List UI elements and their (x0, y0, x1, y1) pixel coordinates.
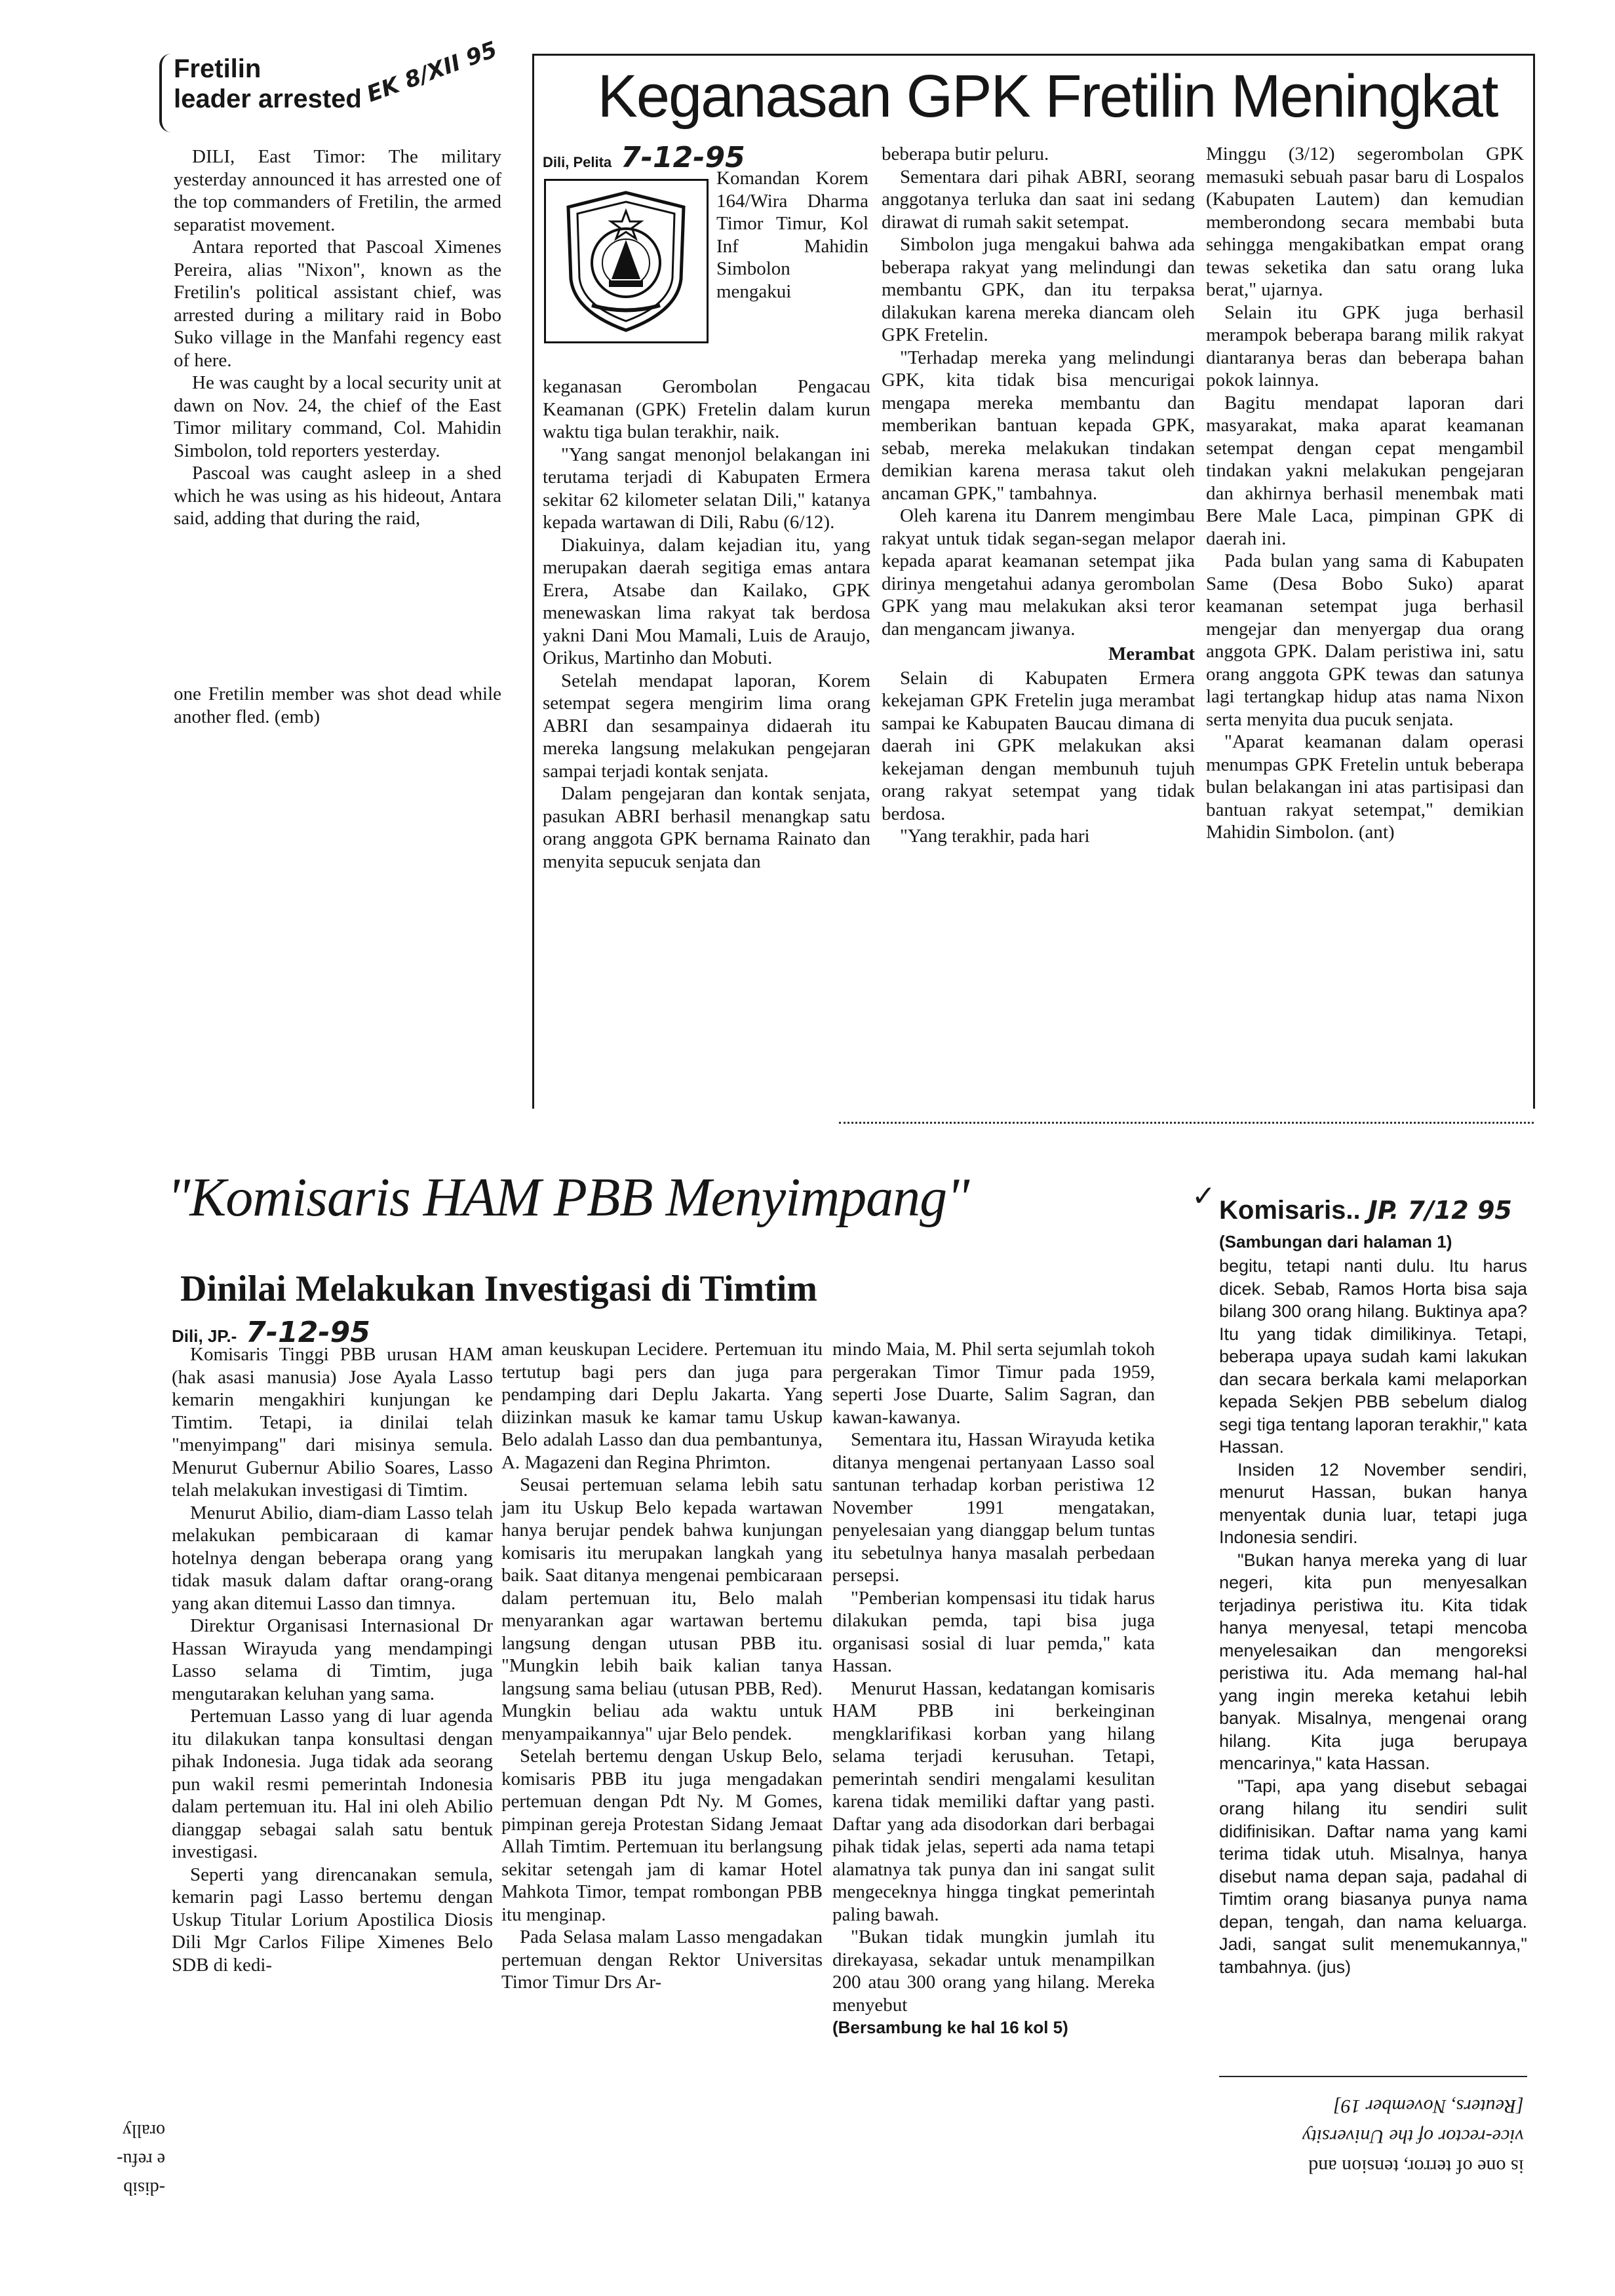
komisaris-paragraph: Komisaris Tinggi PBB urusan HAM (hak asasi manusia) Jose Ayala Lasso kemarin mengakhiri kunjungan ke Timtim. Tetapi, ia dinilai telah "menyimpang" dari misinya semula. Menurut Gubernur Abilio Soares, Lasso telah melakukan investigasi di Timtim. (172, 1344, 493, 1501)
keganasan-handwritten-date: 7-12-95 (621, 141, 745, 174)
left-bottom-fragment-2: e refu- (117, 2149, 165, 2170)
keganasan-paragraph: "Aparat keamanan dalam operasi menumpas GPK Fretelin untuk beberapa bulan belakangan ini atas partisipasi dan bantuan rakyat setempat," demikian Mahidin Simbolon. (ant) (1206, 731, 1524, 843)
keganasan-paragraph: Selain itu GPK juga berhasil merampok beberapa barang milik rakyat diantaranya beras dan beberapa bahan pokok lainnya. (1206, 301, 1524, 391)
keganasan-paragraph: Minggu (3/12) segerombolan GPK memasuki sebuah pasar baru di Lospalos (Kabupaten Lautem) dan kemudian memberondong secara membabi buta sehingga mengakibatkan empat orang tewas seketika dan satu orang luka berat," ujarnya. (1206, 144, 1524, 300)
fretilin-handwritten-note: EK 8/XII 95 (363, 36, 501, 108)
keganasan-paragraph: Diakuinya, dalam kejadian itu, yang merupakan daerah segitiga emas antara Erera, Atsabe dan Kailako, GPK menewaskan lima rakyat tak berdosa yakni Dani Mou Mamali, Luis de Araujo, Orikus, Martinho dan Mobuti. (543, 534, 870, 668)
keganasan-paragraph: Oleh karena itu Danrem mengimbau rakyat untuk tidak segan-segan melapor kepada aparat keamanan setempat jika dirinya mengetahui adanya gerombolan GPK yang mau melakukan aksi teror dan mengancam jiwanya. (882, 505, 1195, 640)
komisaris-checkmark: ✓ (1192, 1179, 1216, 1213)
komisaris-continuation-note: (Bersambung ke hal 16 kol 5) (832, 2018, 1068, 2037)
komisaris-paragraph: mindo Maia, M. Phil serta sejumlah tokoh pergerakan Timor Timur pada 1959, seperti Jose Duarte, Salim Sagran, dan kawan-kawanya. (832, 1339, 1155, 1428)
keganasan-dateline: Dili, Pelita (543, 154, 612, 170)
komisaris-cont-paragraph: "Bukan hanya mereka yang di luar negeri, kita pun menyesalkan terjadinya peristiwa itu. Kita tidak hanya menyesal, tetapi mencoba menyelesaikan dan mengoreksi peristiwa itu. Ada memang hal-hal yang ingin mereka ketahui lebih banyak. Misalnya, mengenai orang hilang. Kita juga berupaya mencarinya," kata Hassan. (1219, 1550, 1527, 1773)
korem-emblem-icon (546, 181, 707, 341)
fretilin-headline-line1: Fretilin (174, 54, 262, 83)
komisaris-cont-column (1219, 1196, 1527, 1978)
keganasan-column-3 (1206, 143, 1524, 844)
komisaris-paragraph: Seperti yang direncanakan semula, kemarin pagi Lasso bertemu dengan Uskup Titular Lorium Apostilica Diosis Dili Mgr Carlos Filipe Ximenes Belo SDB di kedi- (172, 1864, 493, 1976)
komisaris-cont-body (1219, 1255, 1527, 1978)
keganasan-headline: Keganasan GPK Fretilin Meningkat (597, 63, 1498, 130)
keganasan-paragraph: "Yang sangat menonjol belakangan ini terutama terjadi di Kabupaten Ermera sekitar 62 kilometer selatan Dili," katanya kepada wartawan di Dili, Rabu (6/12). (543, 444, 870, 533)
keganasan-paragraph: "Yang terakhir, pada hari (900, 826, 1090, 847)
komisaris-paragraph: "Bukan tidak mungkin jumlah itu direkayasa, sekadar untuk menampilkan 200 atau 300 orang yang hilang. Mereka menyebut (832, 1926, 1155, 2016)
komisaris-paragraph: Sementara itu, Hassan Wirayuda ketika ditanya mengenai pertanyaan Lasso soal santunan terhadap korban peristiwa 12 November 1991 mengatakan, penyelesaian yang dianggap belum tuntas itu sebetulnya hanya masalah perbedaan persepsi. (832, 1429, 1155, 1586)
keganasan-column-1 (543, 141, 870, 873)
komisaris-paragraph: aman keuskupan Lecidere. Pertemuan itu tertutup bagi pers dan juga para pendamping dari Deplu Jakarta. Yang diizinkan masuk ke kamar tamu Uskup Belo adalah Lasso dan dua pembantunya, A. Magazeni dan Regina Phrimton. (501, 1339, 823, 1473)
komisaris-paragraph: Setelah bertemu dengan Uskup Belo, komisaris PBB itu juga mengadakan pertemuan dengan Pdt Ny. M Gomes, pimpinan gereja Protestan Sidang Jemaat Allah Timtim. Pertemuan itu berlangsung sekitar setengah jam di kamar Hotel Mahkota Timor, tempat rombongan PBB itu menginap. (501, 1746, 823, 1925)
komisaris-cont-heading-row (1219, 1196, 1527, 1231)
left-bottom-fragment-1: orally (122, 2120, 165, 2141)
komisaris-column-3 (832, 1338, 1155, 2039)
komisaris-paragraph: Pada Selasa malam Lasso mengadakan pertemuan dengan Rektor Universitas Timor Timur Drs Ar- (501, 1926, 823, 1993)
komisaris-cont-from-note: (Sambungan dari halaman 1) (1219, 1232, 1452, 1252)
keganasan-paragraph: Sementara dari pihak ABRI, seorang anggotanya terluka dan saat ini sedang dirawat di rumah sakit setempat. (882, 166, 1195, 233)
komisaris-cont-paragraph: begitu, tetapi nanti dulu. Itu harus dicek. Sebab, Ramos Horta bisa saja bilang 300 orang hilang. Buktinya apa? Itu yang tidak dimilikinya. Tetapi, beberapa upaya sudah kami lakukan dan secara berkala kami melaporkan kepada Sekjen PBB sebelum dialog segi tiga tentang laporan terakhir," kata Hassan. (1219, 1256, 1527, 1457)
fretilin-headline-line2: leader arrested (174, 85, 362, 113)
keganasan-dateline-row (543, 141, 870, 174)
fretilin-paragraph-end: one Fretilin member was shot dead while another fled. (emb) (174, 683, 501, 727)
keganasan-box-left-border (532, 54, 534, 1109)
upside-down-fragment-2: [Reuters, November 19] (1333, 2095, 1524, 2117)
fretilin-article (167, 36, 508, 747)
keganasan-beside-emblem: Komandan Korem 164/Wira Dharma Timor Timur, Kol Inf Mahidin Simbolon mengakui (716, 168, 868, 302)
keganasan-paragraph: Selain di Kabupaten Ermera kekejaman GPK Fretelin juga merambat sampai ke Kabupaten Baucau dimana di daerah ini GPK melakukan aksi kekejaman dengan membunuh tujuh orang rakyat setempat yang tidak berdosa. (882, 667, 1195, 824)
komisaris-dateline-row (172, 1316, 493, 1349)
keganasan-box-bottom-border (839, 1122, 1534, 1124)
komisaris-paragraph: Pertemuan Lasso yang di luar agenda itu dilakukan tanpa konsultasi dengan pihak Indonesia. Juga tidak ada seorang pun wakil resmi pemerintah Indonesia dalam pertemuan itu. Hal ini oleh Abilio dianggap sebagai salah satu bentuk investigasi. (172, 1706, 493, 1862)
komisaris-paragraph: Menurut Abilio, diam-diam Lasso telah melakukan pembicaraan di kamar hotelnya dengan beberapa orang yang tidak masuk dalam daftar orang-orang yang akan ditemui Lasso dan timnya. (172, 1502, 493, 1614)
komisaris-cont-bottom-rule (1219, 2076, 1527, 2077)
keganasan-paragraph: "Terhadap mereka yang melindungi GPK, kita tidak bisa mencurigai mengapa mereka membantu dan memberikan bantuan kepada GPK, sebab, mereka melakukan tindakan demikian karena merasa takut oleh ancaman GPK," tambahnya. (882, 347, 1195, 504)
komisaris-cont-handwritten-ref: JP. 7/12 95 (1368, 1196, 1512, 1225)
keganasan-paragraph: Bagitu mendapat laporan dari masyarakat, maka aparat keamanan setempat dengan cepat mengambil tindakan yakni melakukan pengejaran dan akhirnya berhasil menembak mati Bere Male Laca, pimpinan GPK di daerah ini. (1206, 392, 1524, 549)
komisaris-column-2 (501, 1338, 823, 1994)
keganasan-paragraph: Simbolon juga mengakui bahwa ada beberapa rakyat yang melindungi dan membantu GPK, dan itu terpaksa dilakukan karena mereka diancam oleh GPK Fretelin. (882, 234, 1195, 345)
komisaris-paragraph: Menurut Hassan, kedatangan komisaris HAM PBB ini berkeinginan mengklarifikasi korban yang hilang selama terjadi kerusuhan. Tetapi, pemerintah sendiri mengalami kesulitan karena tidak memiliki daftar yang pasti. Daftar yang ada disodorkan dari berbagai pihak tidak jelas, seperti ada nama tetapi alamatnya tak punya dan ini sangat sulit mengeceknya hingga tingkat pemerintah paling bawah. (832, 1677, 1155, 1925)
komisaris-paragraph: "Pemberian kompensasi itu tidak harus dilakukan pemda, tapi bisa juga organisasi sosial di luar pemda," kata Hassan. (832, 1587, 1155, 1676)
keganasan-column-2 (882, 143, 1195, 848)
fretilin-bracket (159, 54, 171, 132)
keganasan-paragraph: Pada bulan yang sama di Kabupaten Same (Desa Bobo Suko) aparat keamanan setempat juga berhasil mengejar dan menyergap dua orang anggota GPK. Dalam peristiwa ini, satu orang anggota GPK tewas dan satunya lagi tertangkap hidup atas nama Nixon serta menyita dua pucuk senjata. (1206, 550, 1524, 730)
fretilin-paragraph: Antara reported that Pascoal Ximenes Pereira, alias "Nixon", known as the Fretilin's political assistant chief, was arrested during a military raid in Bobo Suko village in the Manfahi regency east of here. (174, 237, 501, 371)
fretilin-paragraph: DILI, East Timor: The military yesterday announced it has arrested one of the top commanders of Fretilin, the armed separatist movement. (174, 146, 501, 235)
fretilin-paragraph: Pascoal was caught asleep in a shed which he was using as his hideout, Antara said, adding that during the raid, (174, 463, 501, 529)
keganasan-col1-body (543, 375, 870, 873)
komisaris-paragraph: Direktur Organisasi Internasional Dr Hassan Wirayuda yang mendampingi Lasso selama di Timtim, juga mengutarakan keluhan yang sama. (172, 1615, 493, 1704)
komisaris-col1-body (172, 1343, 493, 1976)
fretilin-paragraph: He was caught by a local security unit at dawn on Nov. 24, the chief of the East Timor military command, Col. Mahidin Simbolon, told reporters yesterday. (174, 372, 501, 461)
korem-emblem (544, 179, 709, 343)
keganasan-box-top-border (532, 54, 1535, 56)
keganasan-paragraph: beberapa butir peluru. (882, 144, 1049, 164)
komisaris-headline: "Komisaris HAM PBB Menyimpang" (167, 1167, 969, 1228)
keganasan-paragraph: Setelah mendapat laporan, Korem setempat segera mengirim lima orang ABRI dan sesampainya didaerah itu mereka langsung melakukan pengejaran sampai terjadi kontak senjata. (543, 670, 870, 782)
keganasan-paragraph: Dalam pengejaran dan kontak senjata, pasukan ABRI berhasil menangkap satu orang anggota GPK bernama Rainato dan menyita sepucuk senjata dan (543, 783, 870, 872)
komisaris-subheadline: Dinilai Melakukan Investigasi di Timtim (180, 1269, 817, 1309)
keganasan-paragraph: keganasan Gerombolan Pengacau Keamanan (GPK) Fretelin dalam kurun waktu tiga bulan terakhir, naik. (543, 376, 870, 442)
komisaris-column-1 (172, 1316, 493, 1976)
upside-down-fragment-3: is one of terror, tension and (1308, 2156, 1524, 2177)
fretilin-body-end (174, 683, 501, 728)
keganasan-box-right-border (1533, 54, 1535, 1109)
komisaris-paragraph: Seusai pertemuan selama lebih satu jam itu Uskup Belo kepada wartawan hanya berujar pendek bahwa kunjungan komisaris itu merupakan langkah yang baik. Saat ditanya mengenai pembicaraan dalam pertemuan itu, Belo malah menyarankan agar wartawan bertemu langsung dengan utusan PBB itu. "Mungkin lebih baik kalian tanya langsung sama beliau (utusan PBB, Red). Mungkin beliau ada waktu untuk menyampaikannya" ujar Belo pendek. (501, 1474, 823, 1744)
komisaris-handwritten-date: 7-12-95 (246, 1316, 370, 1349)
upside-down-fragment-1: vice-rector of the University (1302, 2126, 1524, 2147)
left-bottom-fragment-3: -disib (123, 2178, 165, 2198)
fretilin-body (174, 145, 501, 530)
keganasan-subhead: Merambat (1108, 643, 1195, 664)
komisaris-cont-paragraph: Insiden 12 November sendiri, menurut Hassan, bukan hanya menyentak dunia luar, tetapi juga Indonesia sendiri. (1219, 1459, 1527, 1547)
komisaris-cont-headline: Komisaris.. (1219, 1196, 1361, 1225)
komisaris-cont-paragraph: "Tapi, apa yang disebut sebagai orang hilang itu sendiri sulit didifinisikan. Daftar nama yang kami terima tidak utuh. Misalnya, hanya disebut nama depan saja, padahal di Timtim orang biasanya punya nama depan, tengah, dan nama keluarga. Jadi, sangat sulit menemukannya," tambahnya. (jus) (1219, 1776, 1527, 1977)
komisaris-dateline: Dili, JP.- (172, 1326, 237, 1346)
